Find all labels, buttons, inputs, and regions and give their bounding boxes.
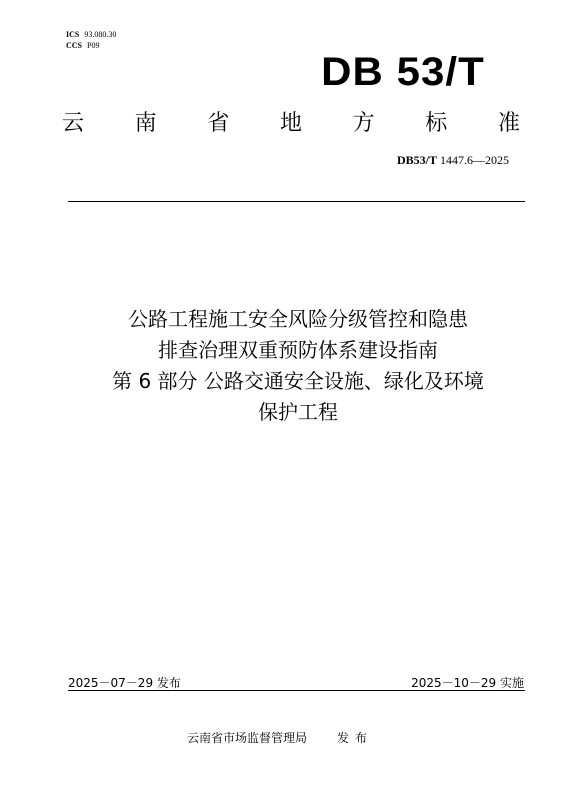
standard-number [397, 153, 509, 168]
ics-line [66, 29, 116, 40]
standard-type-title [62, 110, 520, 138]
footer-divider [68, 690, 525, 691]
issuing-authority [187, 729, 373, 746]
title-line: 公路工程施工安全风险分级管控和隐患 [128, 307, 468, 331]
document-title [60, 304, 536, 428]
title-line: 第 6 部分 公路交通安全设施、绿化及环境 [112, 369, 484, 393]
ccs-line [66, 40, 116, 51]
db-standard-logo: DB 53/T [321, 50, 485, 94]
standard-type-char: 准 [497, 111, 520, 136]
standard-type-char: 标 [425, 111, 448, 136]
issuer-publish-word: 发布 [337, 731, 374, 745]
ccs-label: CCS [66, 41, 83, 50]
classification-codes [66, 29, 116, 51]
ccs-value: P09 [87, 41, 100, 50]
standard-type-char: 方 [352, 111, 375, 136]
standard-number-prefix: DB53/T [396, 153, 437, 167]
standard-type-char: 云 [62, 111, 85, 136]
standard-type-char: 南 [134, 111, 157, 136]
ics-label: ICS [66, 30, 80, 39]
standard-type-char: 地 [279, 111, 302, 136]
issuer-name: 云南省市场监督管理局 [187, 731, 308, 745]
implement-date: 2025－10－29 实施 [411, 676, 524, 690]
publish-date: 2025－07－29 发布 [68, 676, 181, 690]
standard-type-char: 省 [207, 111, 230, 136]
standard-number-suffix: 1447.6—2025 [440, 153, 509, 167]
title-line: 保护工程 [258, 400, 338, 424]
header-divider [68, 201, 525, 202]
ics-value: 93.080.30 [84, 30, 117, 39]
title-line: 排查治理双重预防体系建设指南 [158, 338, 438, 362]
